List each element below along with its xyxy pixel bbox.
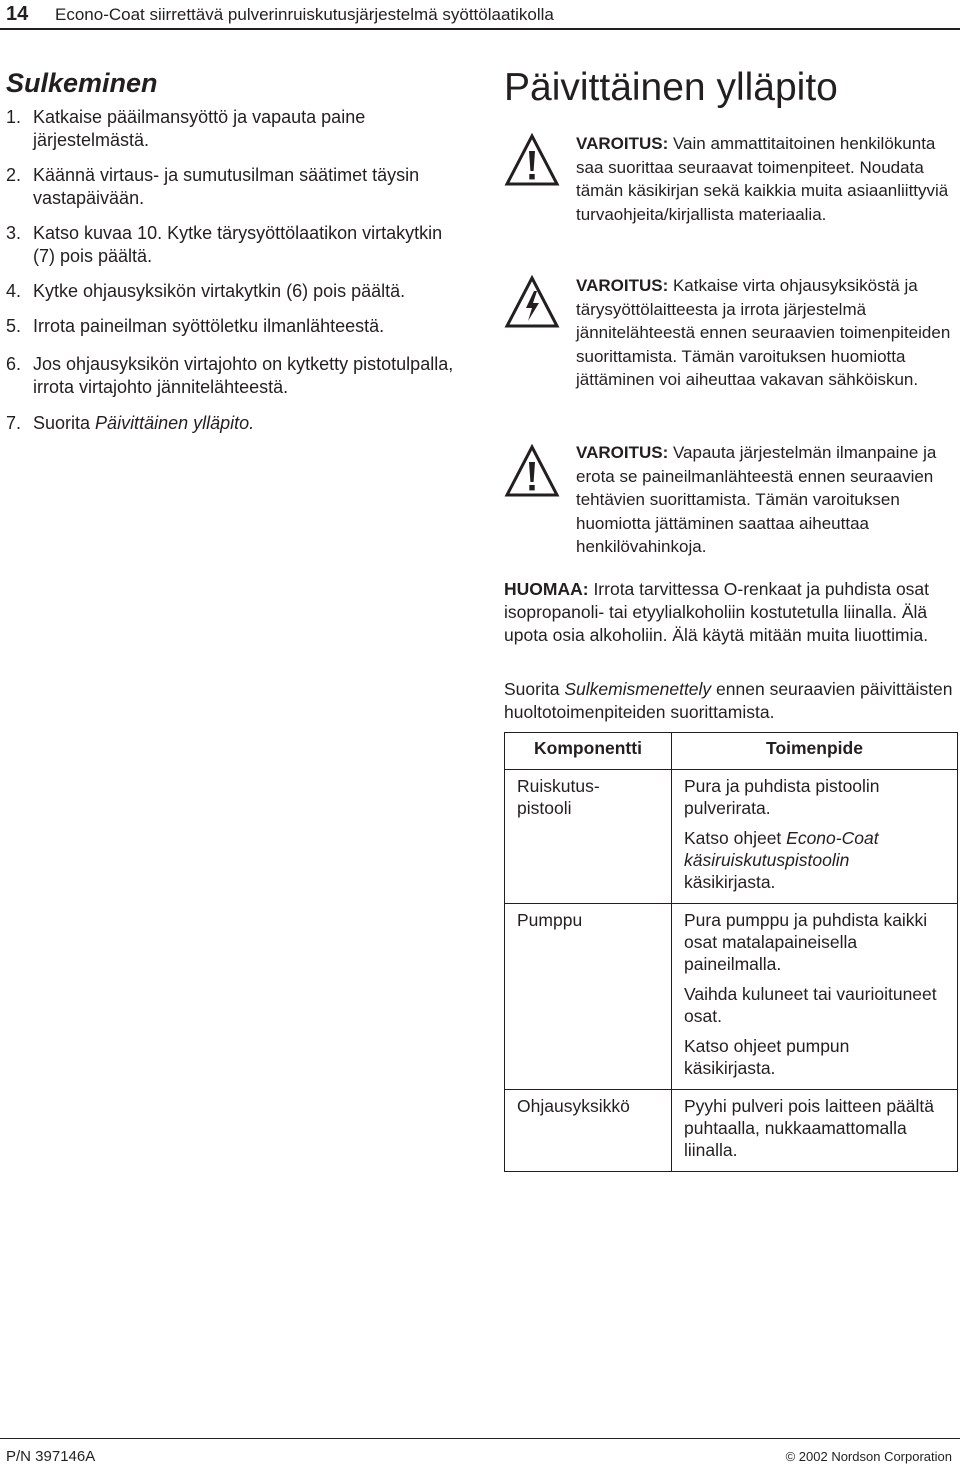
table-row bbox=[505, 1090, 958, 1172]
step-item bbox=[6, 280, 456, 303]
warning-label: VAROITUS: bbox=[576, 276, 669, 295]
intro-suffix: ennen seuraavien päivittäisten huoltotoimenpiteiden suorittamista. bbox=[504, 679, 953, 722]
part-number: P/N 397146A bbox=[6, 1448, 96, 1465]
warning-text bbox=[576, 132, 960, 226]
step-item bbox=[6, 106, 456, 152]
daily-maintenance-heading: Päivittäinen ylläpito bbox=[504, 66, 838, 109]
step-number: 2. bbox=[6, 165, 22, 185]
exclamation-triangle-icon bbox=[504, 443, 560, 499]
step-number: 5. bbox=[6, 316, 22, 336]
step-text-prefix: Suorita bbox=[33, 413, 96, 433]
shutdown-heading: Sulkeminen bbox=[6, 68, 158, 98]
action-text: Katso ohjeet pumpun käsikirjasta. bbox=[684, 1036, 850, 1078]
step-text: Käännä virtaus- ja sumutusilman säätimet täysin vastapäivään. bbox=[33, 165, 420, 208]
warning-label: VAROITUS: bbox=[576, 134, 669, 153]
note-paragraph bbox=[504, 578, 960, 647]
table-row bbox=[505, 904, 958, 1090]
action-reference: Econo-Coat käsiruiskutuspistoolin bbox=[684, 828, 879, 870]
warning-text bbox=[576, 441, 960, 559]
step-number: 6. bbox=[6, 354, 22, 374]
column-header-action: Toimenpide bbox=[672, 733, 958, 770]
step-text: Jos ohjausyksikön virtajohto on kytketty pistotulpalla, irrota virtajohto jännitelähteestä. bbox=[33, 354, 454, 397]
step-text: Katso kuvaa 10. Kytke tärysyöttölaatikon virtakytkin (7) pois päältä. bbox=[33, 223, 443, 266]
action-prefix: Katso ohjeet bbox=[684, 828, 787, 848]
footer-rule bbox=[0, 1438, 960, 1439]
copyright: © 2002 Nordson Corporation bbox=[785, 1449, 952, 1464]
page-number: 14 bbox=[6, 3, 29, 25]
note-text: Irrota tarvittessa O-renkaat ja puhdista osat isopropanoli- tai etyylialkoholiin kostutetulla liinalla. Älä upota osia alkoholiin. Älä käytä mitään muita liuottimia. bbox=[504, 579, 930, 645]
component-cell: Pumppu bbox=[505, 904, 672, 1090]
action-suffix: käsikirjasta. bbox=[684, 872, 776, 892]
action-text bbox=[684, 827, 945, 893]
running-title: Econo-Coat siirrettävä pulverinruiskutusjärjestelmä syöttölaatikolla bbox=[55, 5, 554, 24]
action-text: Pura ja puhdista pistoolin pulverirata. bbox=[684, 776, 880, 818]
intro-reference: Sulkemismenettely bbox=[564, 679, 712, 699]
header-rule bbox=[0, 28, 960, 30]
warning-body: Vain ammattitaitoinen henkilökunta saa suorittaa seuraavat toimenpiteet. Noudata tämän käsikirjan sekä kaikkia muita asiaanliittyviä turvaohjeita/kirjallista materiaalia. bbox=[576, 134, 949, 224]
step-number: 3. bbox=[6, 223, 22, 243]
step-item bbox=[6, 412, 456, 435]
action-text: Pyyhi pulveri pois laitteen päältä puhtaalla, nukkaamattomalla liinalla. bbox=[684, 1096, 935, 1160]
warning-text bbox=[576, 274, 960, 392]
warning-body: Vapauta järjestelmän ilmanpaine ja erota se paineilmanlähteestä ennen seuraavien tehtävien suorittamista. Tämän varoituksen huomiotta jättäminen saattaa aiheuttaa henkilövahinkoja. bbox=[576, 443, 937, 556]
action-cell bbox=[672, 1090, 958, 1172]
maintenance-table bbox=[504, 732, 958, 1172]
step-text-reference: Päivittäinen ylläpito. bbox=[95, 413, 255, 433]
action-cell bbox=[672, 904, 958, 1090]
table-header-row bbox=[505, 733, 958, 770]
action-cell bbox=[672, 770, 958, 904]
note-label: HUOMAA: bbox=[504, 579, 589, 599]
page-header bbox=[0, 0, 960, 28]
column-header-component: Komponentti bbox=[505, 733, 672, 770]
warning-label: VAROITUS: bbox=[576, 443, 669, 462]
warning-body: Katkaise virta ohjausyksiköstä ja tärysyöttölaitteesta ja irrota järjestelmä jännitelähteestä ennen seuraavien toimenpiteiden suorittamista. Tämän varoituksen huomiotta jättäminen voi aiheuttaa vakavan sähköiskun. bbox=[576, 276, 951, 389]
step-number: 1. bbox=[6, 107, 22, 127]
step-number: 7. bbox=[6, 413, 22, 433]
step-item bbox=[6, 164, 456, 210]
component-cell: Ruiskutus- pistooli bbox=[505, 770, 672, 904]
step-item bbox=[6, 222, 456, 268]
step-text: Katkaise pääilmansyöttö ja vapauta paine järjestelmästä. bbox=[33, 107, 366, 150]
table-row bbox=[505, 770, 958, 904]
action-text: Pura pumppu ja puhdista kaikki osat matalapaineisella paineilmalla. bbox=[684, 910, 928, 974]
intro-prefix: Suorita bbox=[504, 679, 565, 699]
exclamation-triangle-icon bbox=[504, 132, 560, 188]
step-text: Irrota paineilman syöttöletku ilmanlähteestä. bbox=[33, 316, 385, 336]
step-number: 4. bbox=[6, 281, 22, 301]
component-cell: Ohjausyksikkö bbox=[505, 1090, 672, 1172]
action-text: Vaihda kuluneet tai vaurioituneet osat. bbox=[684, 984, 937, 1026]
intro-paragraph bbox=[504, 678, 960, 724]
electric-shock-triangle-icon bbox=[504, 274, 560, 330]
step-text: Kytke ohjausyksikön virtakytkin (6) pois päältä. bbox=[33, 281, 406, 301]
shutdown-steps bbox=[6, 106, 456, 447]
step-item bbox=[6, 353, 456, 399]
step-item bbox=[6, 315, 456, 338]
